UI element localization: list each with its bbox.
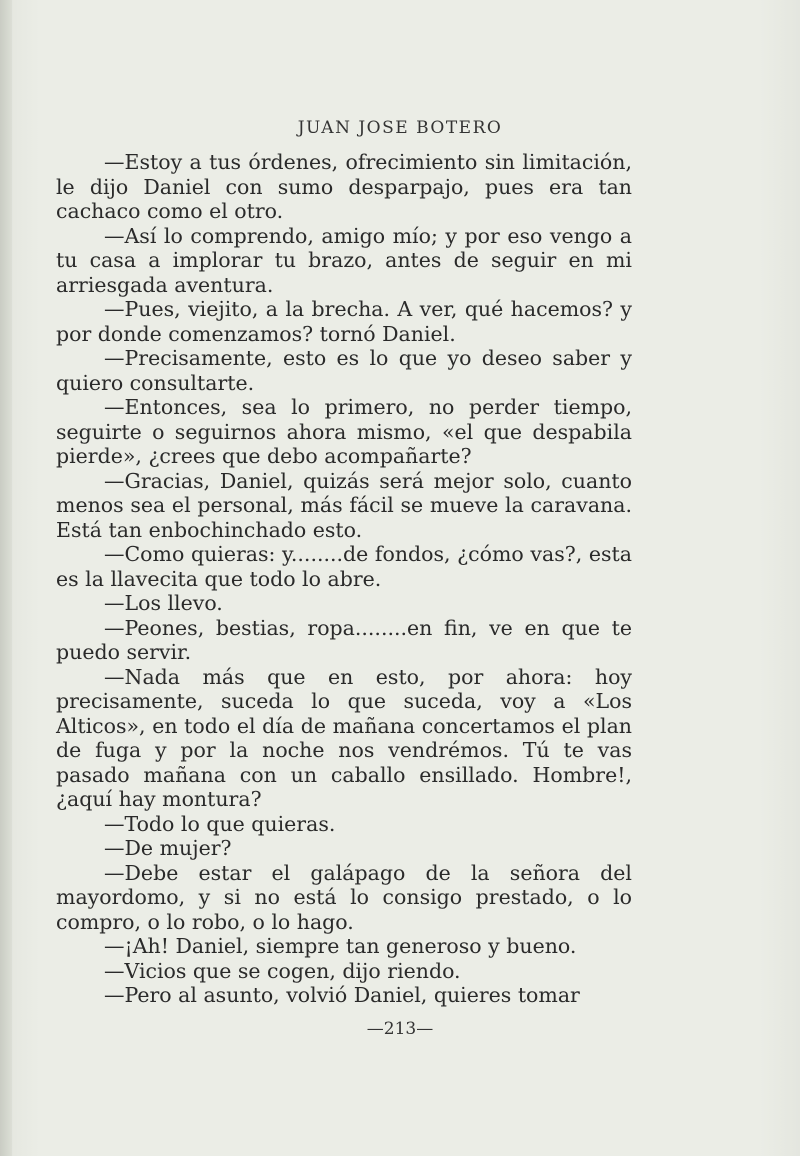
paragraph: —Como quieras: y........de fondos, ¿cómo vas?, esta es la llavecita que todo lo abre.	[56, 542, 632, 591]
paragraph: —Estoy a tus órdenes, ofrecimiento sin limitación, le dijo Daniel con sumo desparpajo, pues era tan cachaco como el otro.	[56, 150, 632, 223]
paragraph: —Pues, viejito, a la brecha. A ver, qué hacemos? y por donde comenzamos? tornó Daniel.	[56, 297, 632, 346]
paragraph: —Debe estar el galápago de la señora del mayordomo, y si no está lo consigo prestado, o lo compro, o lo robo, o lo hago.	[56, 860, 632, 934]
paragraph: —Los llevo.	[104, 591, 223, 615]
paragraph: —Pero al asunto, volvió Daniel, quieres tomar	[104, 983, 580, 1007]
paragraph: —Vicios que se cogen, dijo riendo.	[104, 958, 461, 983]
paragraph: —Así lo comprendo, amigo mío; y por eso vengo a tu casa a implorar tu brazo, antes de seguir en mi arriesgada aventura.	[56, 223, 632, 297]
body-text	[56, 150, 632, 1008]
paragraph: —Gracias, Daniel, quizás será mejor solo, cuanto menos sea el personal, más fácil se mueve la caravana. Está tan enbochinchado esto.	[56, 468, 632, 542]
page-gutter	[0, 0, 12, 1156]
paragraph: —Precisamente, esto es lo que yo deseo saber y quiero consultarte.	[56, 346, 632, 395]
page-number: —213—	[366, 1019, 434, 1039]
paragraph: —Entonces, sea lo primero, no perder tiempo, seguirte o seguirnos ahora mismo, «el que despabila pierde», ¿crees que debo acompañarte?	[56, 395, 632, 468]
paragraph: —Nada más que en esto, por ahora: hoy precisamente, suceda lo que suceda, voy a «Los Alticos», en todo el día de mañana concertamos el plan de fuga y por la noche nos vendrémos. Tú te vas pasado mañana con un caballo ensillado. Hombre!, ¿aquí hay montura?	[56, 664, 632, 811]
paragraph: —¡Ah! Daniel, siempre tan generoso y bueno.	[104, 934, 577, 958]
paragraph: —Peones, bestias, ropa........en fin, ve en que te puedo servir.	[56, 615, 632, 664]
paragraph: —De mujer?	[104, 836, 232, 860]
running-head: JUAN JOSE BOTERO	[297, 118, 503, 138]
paragraph: —Todo lo que quieras.	[104, 811, 336, 836]
